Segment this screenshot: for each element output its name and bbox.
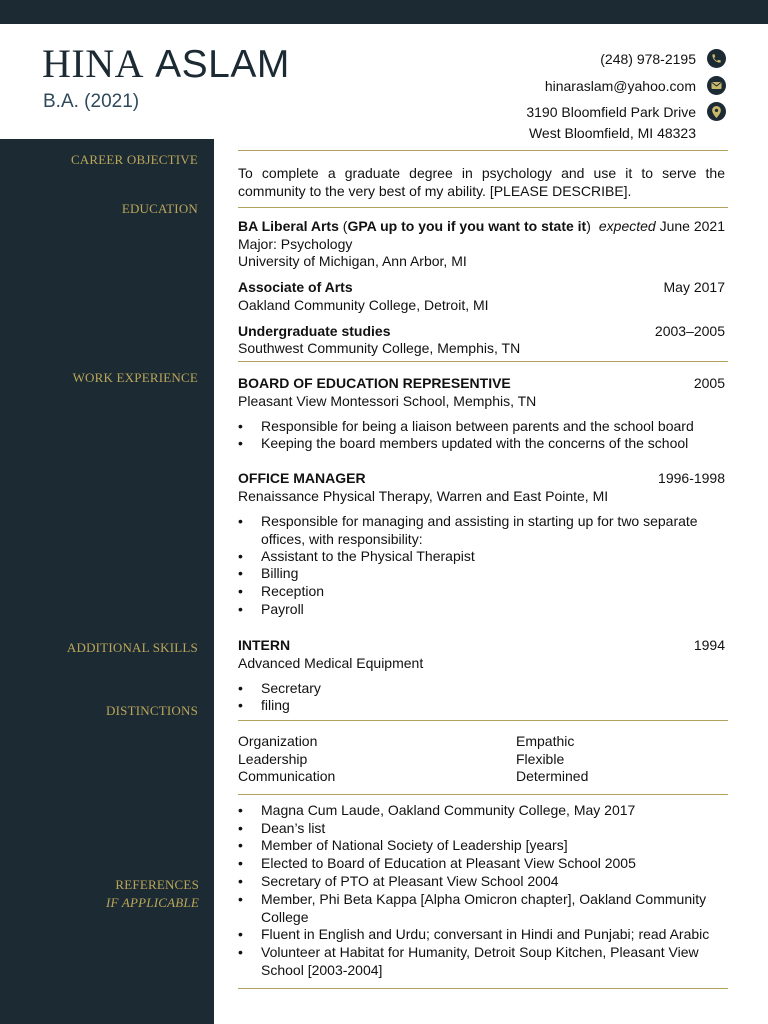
top-bar — [0, 0, 768, 24]
distinction-item: • Member of National Society of Leadership [years] — [238, 837, 568, 853]
work-3-org: Advanced Medical Equipment — [238, 655, 424, 671]
location-pin-icon — [707, 102, 726, 121]
email-address: hinaraslam@yahoo.com — [544, 78, 696, 94]
list-item: • Keeping the board members updated with the concerns of the school — [238, 435, 689, 451]
skill-item: Leadership — [238, 751, 308, 767]
email-icon — [707, 76, 726, 95]
label-additional-skills: ADDITIONAL SKILLS — [66, 640, 198, 655]
divider-education — [238, 207, 728, 208]
divider-distinctions — [238, 794, 728, 795]
distinction-item: • Volunteer at Habitat for Humanity, Detroit Soup Kitchen, Pleasant View School [2003-2004] — [238, 944, 699, 978]
distinction-item: • Dean’s list — [238, 820, 326, 836]
divider-end — [238, 988, 728, 989]
education-2-school: Oakland Community College, Detroit, MI — [238, 297, 489, 313]
list-item: • Billing — [238, 565, 299, 581]
list-item: • Responsible for managing and assisting in starting up for two separate offices, with responsibility: — [238, 513, 698, 547]
first-name: HINA — [42, 41, 144, 86]
distinction-item: • Magna Cum Laude, Oakland Community College, May 2017 — [238, 802, 636, 818]
education-1-degree: BA Liberal Arts — [238, 218, 339, 234]
label-distinctions: DISTINCTIONS — [106, 703, 198, 718]
list-item: • Assistant to the Physical Therapist — [238, 548, 475, 564]
skill-item: Communication — [238, 768, 336, 784]
career-objective-text: To complete a graduate degree in psychology and use it to serve the community to the very best of my ability. [PLEASE DESCRIBE]. — [238, 165, 725, 199]
work-3-date: 1994 — [693, 637, 725, 653]
skill-item: Empathic — [516, 733, 575, 749]
list-item: • filing — [238, 697, 290, 713]
education-1-major: Major: Psychology — [238, 236, 353, 252]
education-1-school: University of Michigan, Ann Arbor, MI — [238, 253, 467, 269]
label-career-objective: CAREER OBJECTIVE — [70, 152, 198, 167]
divider-skills — [238, 720, 728, 721]
work-2-title: OFFICE MANAGER — [238, 470, 366, 486]
list-item: • Reception — [238, 583, 325, 599]
education-2-date: May 2017 — [663, 279, 725, 295]
work-1-date: 2005 — [693, 375, 725, 391]
list-item: • Responsible for being a liaison between parents and the school board — [238, 418, 694, 434]
distinction-item: • Elected to Board of Education at Pleasant View School 2005 — [238, 855, 636, 871]
education-2-degree: Associate of Arts — [238, 279, 353, 295]
work-1-org: Pleasant View Montessori School, Memphis, TN — [238, 393, 537, 409]
education-3-degree: Undergraduate studies — [238, 323, 391, 339]
education-1-note: GPA up to you if you want to state it — [347, 218, 587, 234]
divider-objective — [238, 150, 728, 151]
work-3-title: INTERN — [238, 637, 291, 653]
education-3-date: 2003–2005 — [654, 323, 725, 339]
label-references — [106, 876, 199, 912]
references-title: REFERENCES — [115, 877, 199, 892]
skill-item: Determined — [516, 768, 589, 784]
education-1-date: expected June 2021 — [598, 218, 725, 234]
degree-line: B.A. (2021) — [43, 91, 140, 112]
distinction-item: • Member, Phi Beta Kappa [Alpha Omicron chapter], Oakland Community College — [238, 891, 707, 925]
work-2-org: Renaissance Physical Therapy, Warren and East Pointe, MI — [238, 488, 609, 504]
skill-item: Flexible — [516, 751, 565, 767]
label-work-experience: WORK EXPERIENCE — [72, 370, 198, 385]
work-2-date: 1996-1998 — [658, 470, 725, 486]
address-line-1: 3190 Bloomfield Park Drive — [526, 104, 696, 120]
candidate-name — [42, 40, 290, 89]
work-1-title: BOARD OF EDUCATION REPRESENTIVE — [238, 375, 511, 391]
references-subtitle: IF APPLICABLE — [106, 895, 199, 910]
distinction-item: • Fluent in English and Urdu; conversant in Hindi and Punjabi; read Arabic — [238, 926, 710, 942]
distinction-item: • Secretary of PTO at Pleasant View School 2004 — [238, 873, 559, 889]
address-line-2: West Bloomfield, MI 48323 — [528, 125, 696, 141]
skill-item: Organization — [238, 733, 318, 749]
education-1-date-prefix: expected — [598, 218, 656, 234]
label-education: EDUCATION — [121, 201, 198, 216]
education-3-school: Southwest Community College, Memphis, TN — [238, 340, 521, 356]
phone-number: (248) 978-2195 — [600, 51, 696, 67]
list-item: • Secretary — [238, 680, 321, 696]
list-item: • Payroll — [238, 601, 304, 617]
phone-icon — [707, 49, 726, 68]
education-entry-1-heading: BA Liberal Arts (GPA up to you if you want to state it) — [238, 218, 591, 234]
last-name: ASLAM — [155, 43, 290, 86]
divider-work — [238, 361, 728, 362]
